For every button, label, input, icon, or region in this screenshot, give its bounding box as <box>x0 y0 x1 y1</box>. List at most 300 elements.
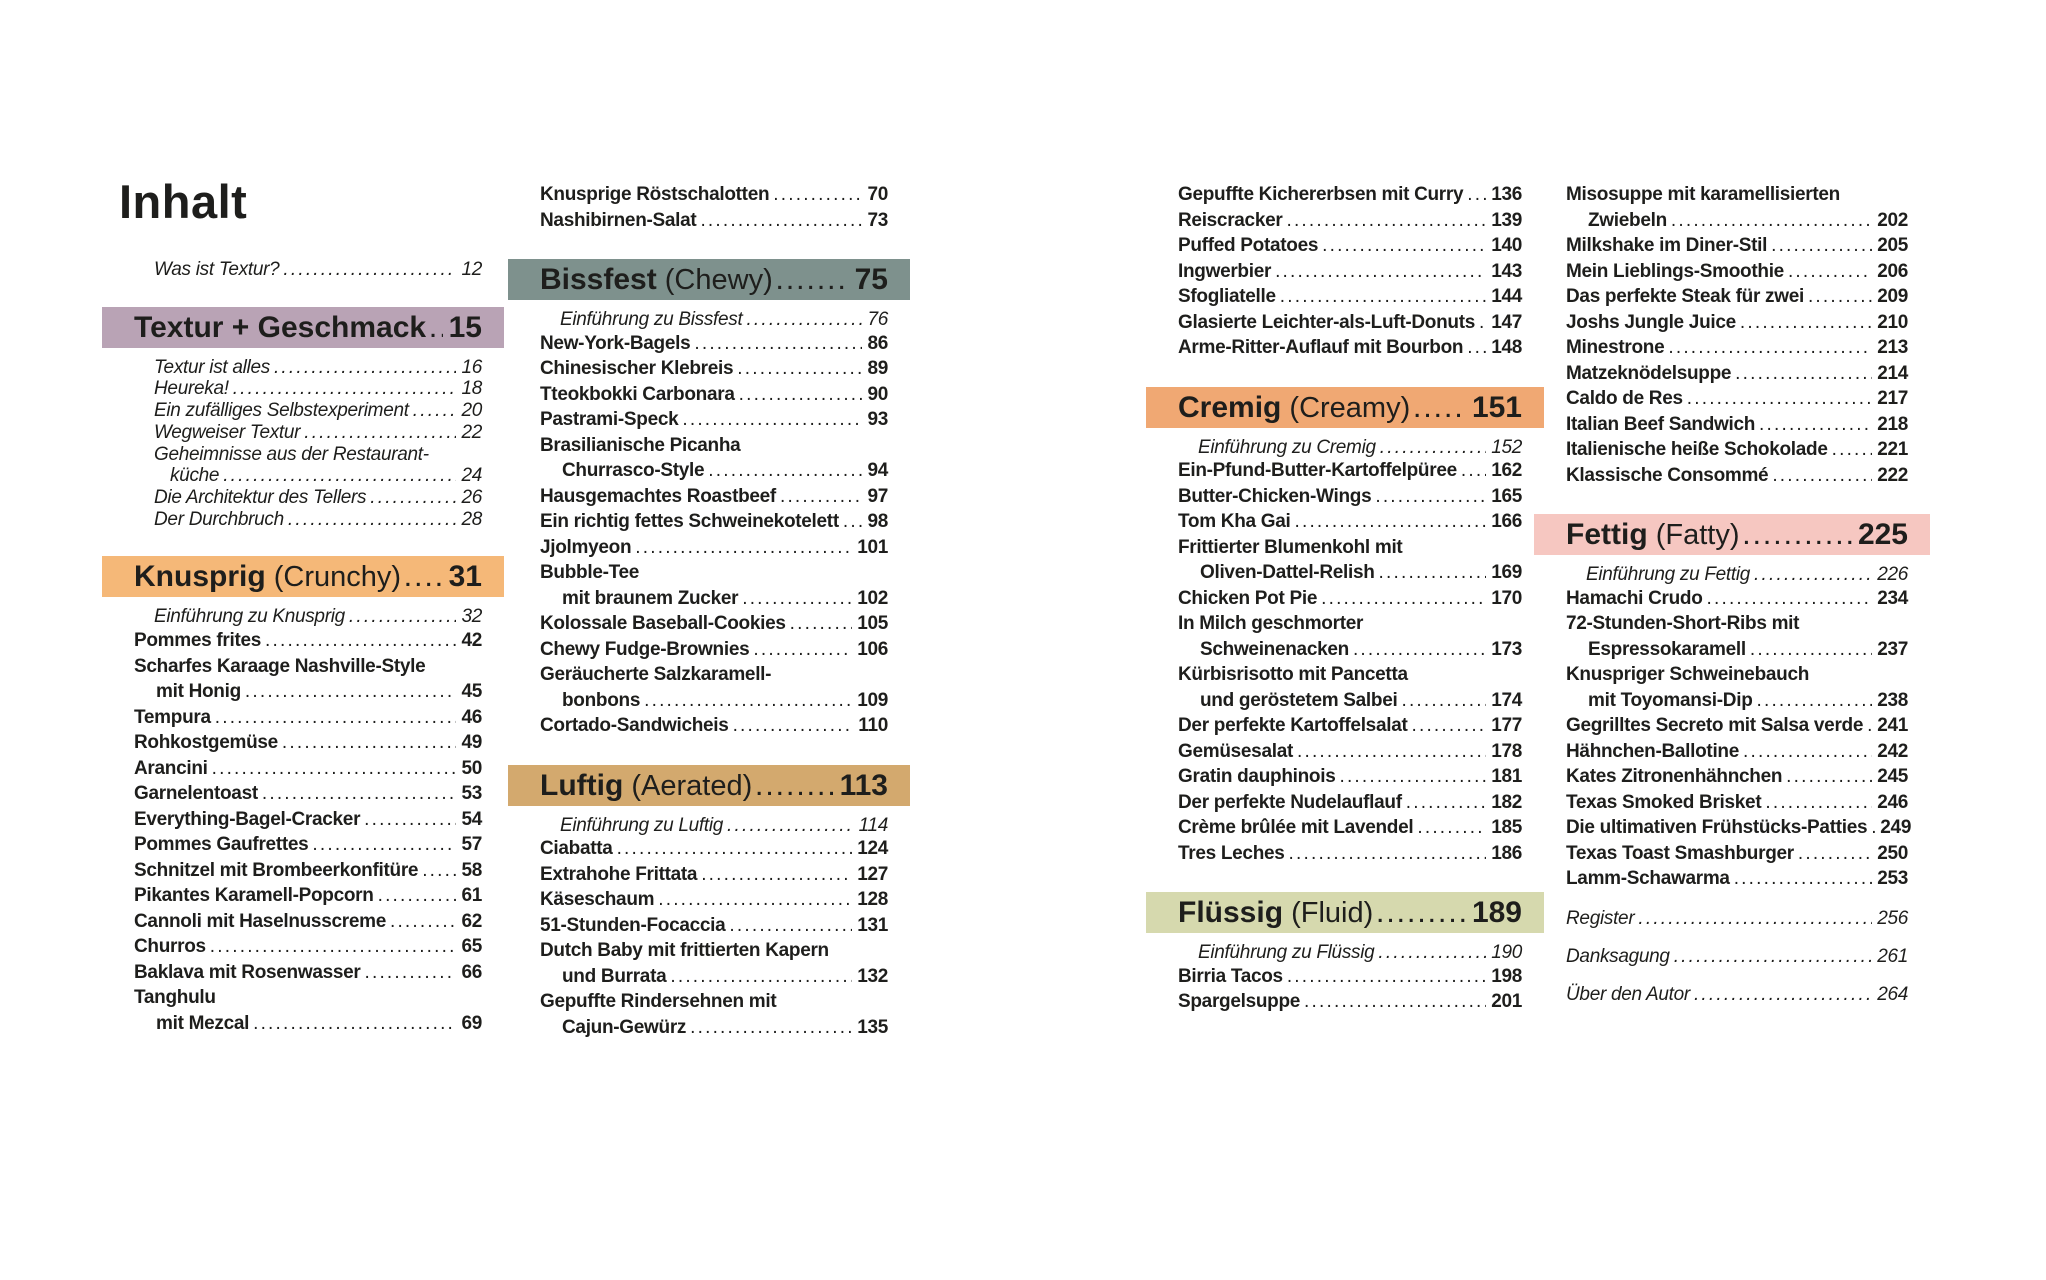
toc-entry <box>102 422 504 444</box>
entry-text: und geröstetem Salbei <box>1200 689 1398 711</box>
toc-entry <box>1146 739 1544 765</box>
toc-entry <box>1534 437 1930 463</box>
section-subtitle: (Aerated) <box>623 769 753 802</box>
entry-text: Ein richtig fettes Schweinekotelett <box>540 511 839 533</box>
toc-entry <box>102 654 504 680</box>
entry-text: Chinesischer Klebreis <box>540 358 734 380</box>
toc-entry <box>102 444 504 466</box>
toc-entry <box>1146 509 1544 535</box>
entry-text: küche <box>170 465 220 487</box>
page-number: 201 <box>1491 991 1522 1013</box>
toc-entry <box>1146 233 1544 259</box>
toc-entry <box>1146 611 1544 637</box>
entry-text: Birria Tacos <box>1178 965 1283 987</box>
section-subtitle: (Fluid) <box>1283 897 1374 930</box>
section-header-fettig <box>1534 514 1930 555</box>
page-number: 241 <box>1877 715 1908 737</box>
entry-text: Chewy Fudge-Brownies <box>540 638 750 660</box>
page-number: 174 <box>1491 689 1522 711</box>
dot-leader <box>1707 586 1873 612</box>
entry-text: Matzeknödelsuppe <box>1566 362 1732 384</box>
entry-text: Schnitzel mit Brombeerkonfitüre <box>134 859 419 881</box>
toc-entry <box>508 433 910 459</box>
page-number: 256 <box>1877 907 1908 929</box>
page-number: 225 <box>1857 518 1908 551</box>
toc-entry <box>1146 713 1544 739</box>
toc-entry <box>102 883 504 909</box>
entry-text: Der perfekte Nudelauflauf <box>1178 791 1402 813</box>
dot-leader <box>365 960 457 986</box>
entry-text: Brasilianische Picanha <box>540 434 741 456</box>
entry-text: Kates Zitronenhähnchen <box>1566 766 1783 788</box>
entry-text: 51-Stunden-Focaccia <box>540 914 726 936</box>
entry-text: Everything-Bagel-Cracker <box>134 808 361 830</box>
page-number: 177 <box>1491 715 1522 737</box>
page-number: 128 <box>857 889 888 911</box>
page-number: 101 <box>857 536 888 558</box>
page-number: 226 <box>1877 564 1908 585</box>
dot-leader <box>1772 463 1872 489</box>
dot-leader <box>1377 895 1466 936</box>
toc-entry <box>1146 688 1544 714</box>
page-number: 190 <box>1491 942 1522 964</box>
dot-leader <box>1287 964 1486 990</box>
page-number: 32 <box>461 606 482 628</box>
dot-leader <box>274 357 457 379</box>
dot-leader <box>670 964 852 990</box>
dot-leader <box>422 858 456 884</box>
page-number: 109 <box>857 689 888 711</box>
toc-entry <box>508 815 910 837</box>
page-number: 242 <box>1877 740 1908 762</box>
toc-entry <box>1146 284 1544 310</box>
page-number: 97 <box>867 485 888 507</box>
entry-text: Der perfekte Kartoffelsalat <box>1178 715 1408 737</box>
toc-entry <box>1146 335 1544 361</box>
entry-text: mit braunem Zucker <box>562 587 739 609</box>
page-number: 54 <box>461 808 482 830</box>
dot-leader <box>756 768 833 809</box>
toc-entry <box>102 807 504 833</box>
dot-leader <box>773 182 862 208</box>
entry-text: 72-Stunden-Short-Ribs mit <box>1566 613 1800 635</box>
page-number: 42 <box>461 630 482 652</box>
entry-text: Cajun-Gewürz <box>562 1016 687 1038</box>
entry-text: mit Mezcal <box>156 1012 250 1034</box>
page-number: 110 <box>858 715 888 737</box>
dot-leader <box>215 705 457 731</box>
toc-entry <box>508 688 910 714</box>
toc-entry <box>102 487 504 509</box>
entry-text: Hähnchen-Ballotine <box>1566 740 1740 762</box>
toc-entry <box>1146 182 1544 208</box>
entry-text: Jjolmyeon <box>540 536 632 558</box>
entry-text: Pikantes Karamell-Popcorn <box>134 885 374 907</box>
page-number: 165 <box>1491 485 1522 507</box>
dot-leader <box>1375 484 1486 510</box>
dot-leader <box>282 730 457 756</box>
entry-text: Ciabatta <box>540 838 613 860</box>
dot-leader <box>1414 390 1466 431</box>
toc-entry <box>1534 662 1930 688</box>
entry-text: Tanghulu <box>134 987 216 1009</box>
dot-leader <box>349 606 457 628</box>
page-number: 245 <box>1877 766 1908 788</box>
page-number: 127 <box>857 863 888 885</box>
page-number: 249 <box>1880 817 1912 839</box>
toc-entry <box>102 909 504 935</box>
page-number: 181 <box>1491 766 1522 788</box>
entry-text: Über den Autor <box>1566 983 1690 1005</box>
dot-leader <box>1765 790 1872 816</box>
toc-entry <box>102 1011 504 1037</box>
entry-text: Puffed Potatoes <box>1178 235 1319 256</box>
entry-text: Crème brûlée mit Lavendel <box>1178 817 1414 839</box>
entry-text: Arancini <box>134 757 208 779</box>
toc-entry <box>1534 182 1930 208</box>
entry-text: Churrasco-Style <box>562 460 705 482</box>
toc-entry <box>508 662 910 688</box>
toc-entry <box>508 309 910 331</box>
toc-entry <box>1146 637 1544 663</box>
toc-entry <box>102 679 504 705</box>
page-number: 218 <box>1877 413 1908 435</box>
dot-leader <box>780 484 862 510</box>
entry-text: Pommes frites <box>134 630 262 652</box>
section-name: Textur + Geschmack <box>134 310 427 344</box>
spacer <box>1534 968 1930 984</box>
page-number: 49 <box>461 732 482 754</box>
toc-entry <box>508 535 910 561</box>
entry-text: mit Honig <box>156 681 241 703</box>
page-number: 50 <box>461 757 482 779</box>
dot-leader <box>1808 284 1872 310</box>
toc-entry <box>1146 662 1544 688</box>
section-subtitle: (Chewy) <box>656 264 773 296</box>
page-number: 102 <box>857 587 888 609</box>
toc-entry <box>508 407 910 433</box>
toc-entry <box>1534 984 1930 1006</box>
dot-leader <box>1750 637 1872 663</box>
entry-text: Was ist Textur? <box>154 259 280 280</box>
dot-leader <box>1757 688 1873 714</box>
toc-entry <box>1146 437 1544 459</box>
dot-leader <box>1867 713 1872 739</box>
entry-text: New-York-Bagels <box>540 332 691 354</box>
toc-entry <box>508 586 910 612</box>
toc-entry <box>102 858 504 884</box>
page-number: 140 <box>1491 235 1522 256</box>
page-number: 169 <box>1491 562 1522 584</box>
entry-text: Cortado-Sandwicheis <box>540 715 729 737</box>
dot-leader <box>210 934 457 960</box>
toc-entry <box>1146 764 1544 790</box>
entry-text: Einführung zu Knusprig <box>154 606 345 628</box>
entry-text: Bubble-Tee <box>540 562 640 584</box>
entry-text: Einführung zu Flüssig <box>1198 942 1375 964</box>
toc-entry <box>508 887 910 913</box>
dot-leader <box>739 382 863 408</box>
page-number: 198 <box>1491 965 1522 987</box>
entry-text: Cannoli mit Haselnusscreme <box>134 910 386 932</box>
entry-text: Churros <box>134 936 206 958</box>
toc-entry <box>1534 361 1930 387</box>
section-subtitle: (Crunchy) <box>265 561 402 594</box>
toc-entry <box>508 331 910 357</box>
entry-text: Geheimnisse aus der Restaurant- <box>154 443 429 465</box>
page-number: 221 <box>1877 439 1908 460</box>
dot-leader <box>1304 989 1486 1015</box>
dot-leader <box>1744 517 1852 558</box>
page-number: 189 <box>1471 896 1522 930</box>
page-number: 253 <box>1877 868 1908 890</box>
page-number: 53 <box>461 783 482 805</box>
page-number: 132 <box>857 965 888 987</box>
page-number: 58 <box>461 859 482 881</box>
page-number: 62 <box>461 910 482 932</box>
entry-text: Misosuppe mit karamellisierten <box>1566 184 1840 205</box>
dot-leader <box>1798 841 1872 867</box>
toc-entry <box>102 259 504 281</box>
toc-entry <box>1146 989 1544 1015</box>
entry-text: Dutch Baby mit frittierten Kapern <box>540 940 829 962</box>
dot-leader <box>1289 841 1487 867</box>
toc-entry <box>1534 259 1930 285</box>
toc-column-1 <box>102 175 504 1036</box>
page-number: 93 <box>867 409 888 431</box>
entry-text: Garnelentoast <box>134 783 258 805</box>
entry-text: bonbons <box>562 689 641 711</box>
dot-leader <box>1740 310 1872 336</box>
page-number: 170 <box>1491 587 1522 609</box>
page-number: 86 <box>867 332 888 354</box>
dot-leader <box>1734 866 1872 892</box>
page-number: 46 <box>461 706 482 728</box>
toc-entry <box>1146 586 1544 612</box>
dot-leader <box>1379 560 1487 586</box>
page-number: 65 <box>461 936 482 958</box>
page-number: 143 <box>1491 260 1522 282</box>
dot-leader <box>1286 208 1486 234</box>
entry-text: Pastrami-Speck <box>540 409 679 431</box>
entry-text: Kolossale Baseball-Cookies <box>540 613 786 635</box>
toc-entry <box>508 382 910 408</box>
dot-leader <box>644 688 852 714</box>
toc-entry <box>102 357 504 379</box>
page-number: 114 <box>858 814 888 836</box>
section-subtitle: (Creamy) <box>1281 391 1411 424</box>
dot-leader <box>1467 335 1486 361</box>
toc-entry <box>102 378 504 400</box>
toc-entry <box>1534 841 1930 867</box>
toc-entry <box>102 465 504 487</box>
page-number: 148 <box>1491 337 1522 358</box>
toc-entry <box>508 913 910 939</box>
dot-leader <box>1401 688 1486 714</box>
dot-leader <box>1339 764 1486 790</box>
page-number: 250 <box>1877 842 1908 864</box>
entry-text: Extrahohe Frittata <box>540 863 698 885</box>
page-number: 89 <box>867 358 888 380</box>
dot-leader <box>1694 984 1872 1006</box>
page-number: 264 <box>1877 983 1908 1005</box>
toc-entry <box>508 509 910 535</box>
toc-entry <box>1534 463 1930 489</box>
page-number: 222 <box>1877 464 1908 486</box>
entry-text: Tteokbokki Carbonara <box>540 383 735 405</box>
page-number: 205 <box>1877 235 1908 256</box>
entry-text: Tom Kha Gai <box>1178 511 1291 533</box>
dot-leader <box>682 407 862 433</box>
entry-text: Gratin dauphinois <box>1178 766 1336 788</box>
entry-text: In Milch geschmorter <box>1178 613 1364 635</box>
dot-leader <box>262 781 457 807</box>
dot-leader <box>378 883 457 909</box>
entry-text: Zwiebeln <box>1588 209 1667 231</box>
entry-text: Das perfekte Steak für zwei <box>1566 286 1804 307</box>
dot-leader <box>1461 458 1486 484</box>
page-number: 213 <box>1877 337 1908 358</box>
entry-text: Butter-Chicken-Wings <box>1178 485 1372 507</box>
toc-entry <box>1534 637 1930 663</box>
dot-leader <box>304 422 456 444</box>
entry-text: Einführung zu Fettig <box>1586 564 1751 585</box>
toc-entry <box>1146 484 1544 510</box>
dot-leader <box>1674 946 1872 968</box>
entry-text: Ingwerbier <box>1178 260 1272 282</box>
page-number: 45 <box>461 681 482 703</box>
entry-text: Einführung zu Luftig <box>560 814 724 836</box>
dot-leader <box>658 887 852 913</box>
entry-text: Oliven-Dattel-Relish <box>1200 562 1375 584</box>
page-number: 210 <box>1877 311 1908 333</box>
toc-entry <box>1534 412 1930 438</box>
toc-entry <box>1534 739 1930 765</box>
page-number: 31 <box>448 560 482 594</box>
entry-text: Knuspriger Schweinebauch <box>1566 664 1810 686</box>
dot-leader <box>1417 815 1486 841</box>
section-name: Knusprig <box>134 560 266 594</box>
toc-entry <box>1534 564 1930 586</box>
dot-leader <box>1735 361 1872 387</box>
dot-leader <box>1467 182 1486 208</box>
toc-entry <box>1534 386 1930 412</box>
toc-entry <box>1534 208 1930 234</box>
page-number: 214 <box>1877 362 1908 384</box>
toc-entry <box>1534 611 1930 637</box>
page-number: 152 <box>1491 436 1522 458</box>
dot-leader <box>405 559 443 600</box>
entry-text: Hamachi Crudo <box>1566 587 1703 609</box>
section-name: Bissfest <box>540 263 657 296</box>
toc-entry <box>508 611 910 637</box>
page-number: 15 <box>448 310 482 344</box>
entry-text: Tres Leches <box>1178 842 1285 864</box>
entry-text: Einführung zu Cremig <box>1198 436 1376 458</box>
entry-text: und Burrata <box>562 965 667 987</box>
page-number: 206 <box>1877 260 1908 282</box>
dot-leader <box>364 807 456 833</box>
page-number: 18 <box>461 378 482 400</box>
toc-entry <box>1534 233 1930 259</box>
toc-entry <box>508 560 910 586</box>
toc-entry <box>1534 908 1930 930</box>
toc-entry <box>1146 259 1544 285</box>
section-header-knusprig <box>102 556 504 597</box>
entry-text: Hausgemachtes Roastbeef <box>540 485 776 507</box>
entry-text: Die Architektur des Tellers <box>154 486 367 508</box>
section-header-cremig <box>1146 387 1544 428</box>
page-number: 57 <box>461 834 482 856</box>
toc-entry <box>1534 335 1930 361</box>
section-name: Flüssig <box>1178 896 1284 930</box>
toc-entry <box>1534 586 1930 612</box>
page-number: 66 <box>461 961 482 983</box>
dot-leader <box>1759 412 1872 438</box>
dot-leader <box>1406 790 1486 816</box>
toc-entry <box>508 637 910 663</box>
page-number: 106 <box>857 638 888 660</box>
dot-leader <box>635 535 852 561</box>
toc-entry <box>1534 815 1930 841</box>
page-number: 234 <box>1877 587 1908 609</box>
toc-entry <box>102 606 504 628</box>
toc-entry <box>102 960 504 986</box>
toc-entry <box>508 356 910 382</box>
page-number: 238 <box>1877 689 1908 711</box>
page-number: 131 <box>857 914 888 936</box>
entry-text: Heureka! <box>154 378 229 400</box>
page-number: 162 <box>1491 460 1522 482</box>
entry-text: Espressokaramell <box>1588 638 1746 660</box>
page-number: 186 <box>1491 842 1522 864</box>
page-number: 139 <box>1491 209 1522 231</box>
toc-entry <box>1146 310 1544 336</box>
spacer <box>1534 892 1930 908</box>
entry-text: Ein zufälliges Selbstexperiment <box>154 400 409 422</box>
page-number: 12 <box>461 259 482 280</box>
entry-text: Frittierter Blumenkohl mit <box>1178 536 1403 558</box>
entry-text: Spargelsuppe <box>1178 991 1301 1013</box>
page-number: 173 <box>1491 638 1522 660</box>
dot-leader <box>1294 509 1486 535</box>
entry-text: Die ultimativen Frühstücks-Patties <box>1566 817 1868 839</box>
page-number: 61 <box>461 885 482 907</box>
page-number: 182 <box>1491 791 1522 813</box>
dot-leader <box>690 1015 852 1041</box>
entry-text: Der Durchbruch <box>154 508 284 530</box>
entry-text: Caldo de Res <box>1566 388 1683 409</box>
page-number: 113 <box>839 768 888 802</box>
toc-entry <box>508 208 910 234</box>
page-title: Inhalt <box>119 175 248 228</box>
entry-text: Kürbisrisotto mit Pancetta <box>1178 664 1408 686</box>
toc-entry <box>508 938 910 964</box>
toc-entry <box>1146 815 1544 841</box>
entry-text: Knusprige Röstschalotten <box>540 184 770 205</box>
page-number: 22 <box>461 421 482 443</box>
section-header-textur <box>102 307 504 348</box>
entry-text: Glasierte Leichter-als-Luft-Donuts <box>1178 311 1476 333</box>
page-number: 105 <box>857 613 888 635</box>
toc-entry <box>102 985 504 1011</box>
dot-leader <box>727 815 854 837</box>
toc-entry <box>102 400 504 422</box>
dot-leader <box>1638 908 1872 930</box>
dot-leader <box>1280 284 1486 310</box>
spacer <box>1534 930 1930 946</box>
toc-entry <box>102 628 504 654</box>
